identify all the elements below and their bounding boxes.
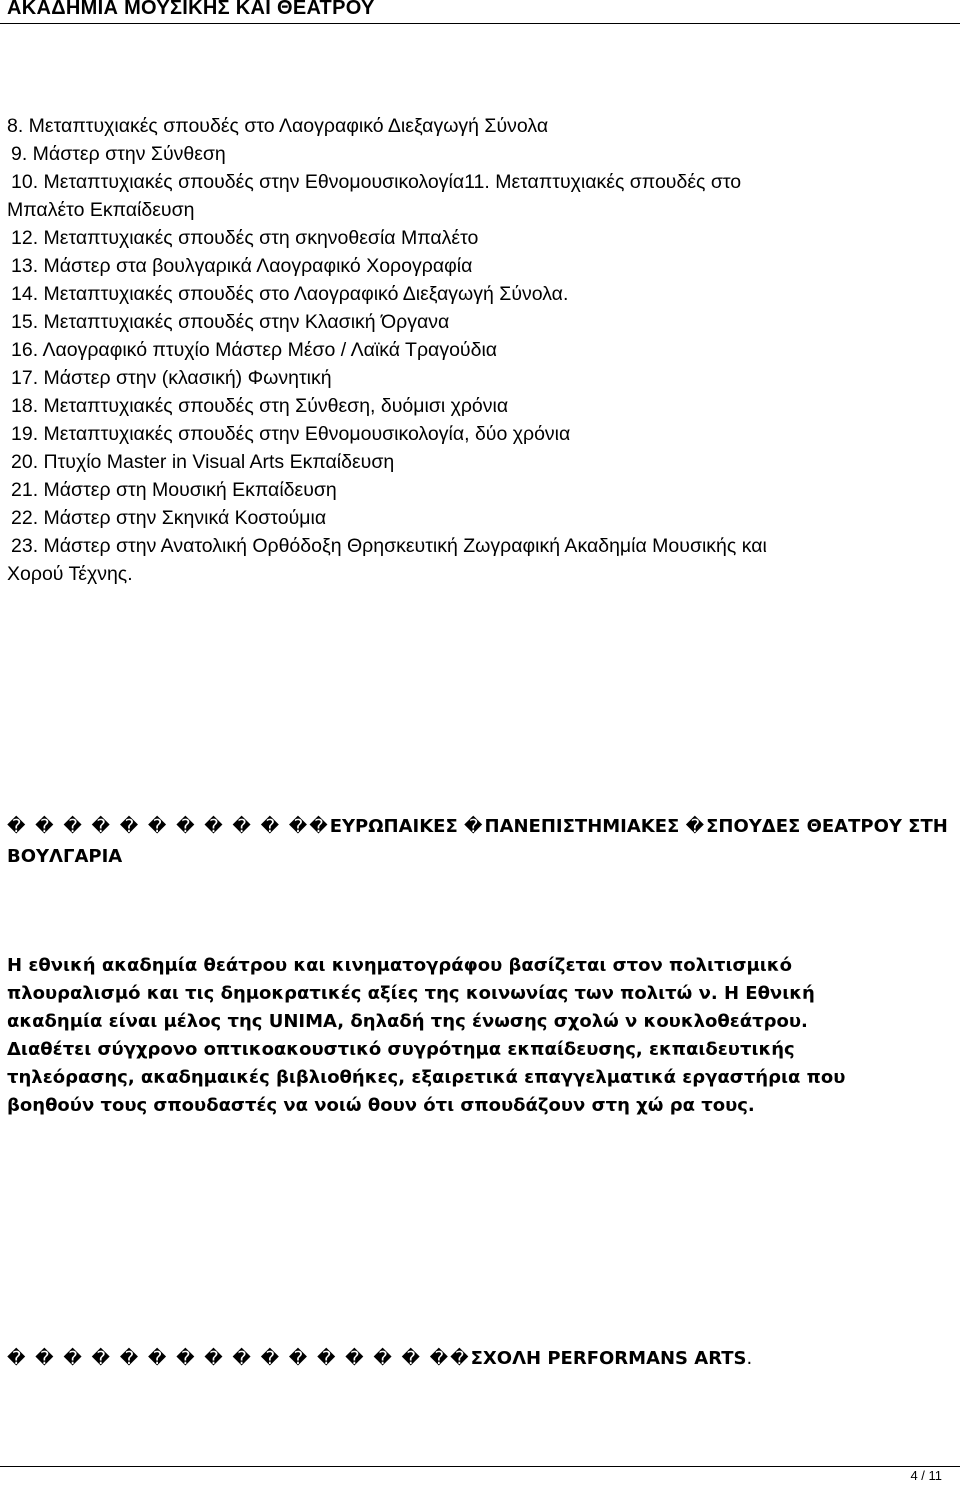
paragraph-line: Η εθνική ακαδημία θεάτρου και κινηματογράφου βασίζεται στον πολιτισμικό (7, 955, 792, 976)
academy-paragraph (7, 952, 952, 1120)
list-item: 15. Μεταπτυχιακές σπουδές στην Κλασική Όργανα (11, 311, 450, 333)
school-name: ΣΧΟΛΗ PERFORMANS ARTS (470, 1348, 747, 1369)
school-heading (7, 1345, 952, 1373)
page-header (0, 0, 960, 26)
list-item: 14. Μεταπτυχιακές σπουδές στο Λαογραφικό Διεξαγωγή Σύνολα. (11, 283, 569, 305)
list-item: Μπαλέτο Εκπαίδευση (7, 199, 195, 221)
heading-part-2: ΠΑΝΕΠΙΣΤΗΜΙΑΚΕΣ (484, 816, 686, 837)
missing-glyph: � (464, 816, 485, 837)
heading-part-1: ΕΥΡΩΠΑΙΚΕΣ (329, 816, 465, 837)
section-heading (7, 812, 952, 872)
paragraph-line: Διαθέτει σύγχρονο οπτικοακουστικό συγρότημα εκπαίδευσης, εκπαιδευτικής (7, 1039, 795, 1060)
list-item: 20. Πτυχίο Master in Visual Arts Εκπαίδευση (11, 451, 395, 473)
heading-line-1 (7, 812, 952, 842)
page-number: 4 / 11 (910, 1468, 942, 1483)
missing-glyph: � (685, 816, 707, 837)
list-item: 13. Μάστερ στα βουλγαρικά Λαογραφικό Χορογραφία (11, 255, 473, 277)
list-item: 16. Λαογραφικό πτυχίο Μάστερ Μέσο / Λαϊκά Τραγούδια (11, 339, 498, 361)
list-item: Χορού Τέχνης. (7, 563, 133, 585)
missing-glyphs: � � � � � � � � � � � � � � � �� (7, 1348, 471, 1369)
footer-divider (0, 1466, 960, 1467)
list-item: 21. Μάστερ στη Μουσική Εκπαίδευση (11, 479, 337, 501)
paragraph-line: ακαδημία είναι μέλος της UNIMA, δηλαδή της ένωσης σχολώ ν κουκλοθεάτρου. (7, 1011, 808, 1032)
list-item: 8. Μεταπτυχιακές σπουδές στο Λαογραφικό Διεξαγωγή Σύνολα (7, 115, 549, 137)
heading-line-2: ΒΟΥΛΓΑΡΙΑ (7, 846, 123, 867)
list-item: 9. Μάστερ στην Σύνθεση (11, 143, 226, 165)
missing-glyphs: � � � � � � � � � � �� (7, 816, 330, 837)
list-item: 12. Μεταπτυχιακές σπουδές στη σκηνοθεσία Μπαλέτο (11, 227, 479, 249)
list-item: 22. Μάστερ στην Σκηνικά Κοστούμια (11, 507, 327, 529)
program-list (7, 112, 952, 588)
paragraph-line: τηλεόρασης, ακαδημαικές βιβλιοθήκες, εξαιρετικά επαγγελματικά εργαστήρια που (7, 1067, 846, 1088)
list-item: 17. Μάστερ στην (κλασική) Φωνητική (11, 367, 332, 389)
paragraph-line: βοηθούν τους σπουδαστές να νοιώ θουν ότι σπουδάζουν στη χώ ρα τους. (7, 1095, 755, 1116)
list-item: 23. Μάστερ στην Ανατολική Ορθόδοξη Θρησκευτική Ζωγραφική Ακαδημία Μουσικής και (11, 535, 767, 557)
list-item: 10. Μεταπτυχιακές σπουδές στην Εθνομουσικολογία11. Μεταπτυχιακές σπουδές στο (11, 171, 742, 193)
heading-part-3: ΣΠΟΥΔΕΣ ΘΕΑΤΡΟΥ ΣΤΗ (706, 816, 948, 837)
list-item: 19. Μεταπτυχιακές σπουδές στην Εθνομουσικολογία, δύο χρόνια (11, 423, 571, 445)
document-title: ΑΚΑΔΗΜΙΑ ΜΟΥΣΙΚΗΣ ΚΑΙ ΘΕΑΤΡΟΥ (7, 0, 375, 19)
header-divider (0, 23, 960, 24)
list-item: 18. Μεταπτυχιακές σπουδές στη Σύνθεση, δυόμισι χρόνια (11, 395, 509, 417)
school-suffix: . (746, 1348, 753, 1369)
paragraph-line: πλουραλισμό και τις δημοκρατικές αξίες της κοινωνίας των πολιτώ ν. Η Εθνική (7, 983, 815, 1004)
